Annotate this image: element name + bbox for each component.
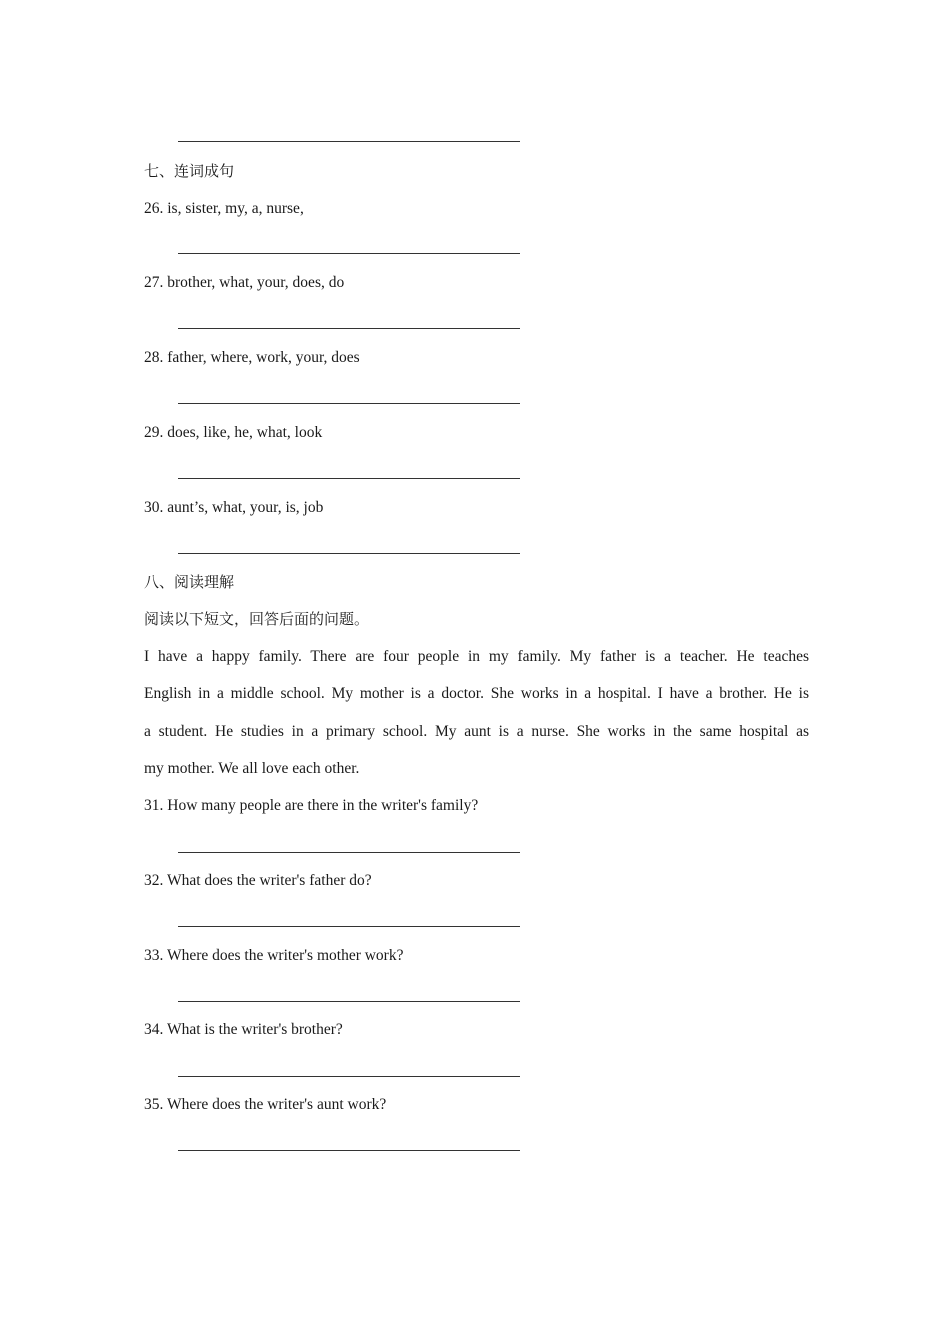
answer-line-34[interactable] (178, 1076, 520, 1077)
question-35: 35. Where does the writer's aunt work? (144, 1096, 387, 1113)
question-27: 27. brother, what, your, does, do (144, 274, 345, 291)
answer-line-31[interactable] (178, 852, 520, 853)
section-7-title: 七、连词成句 (144, 162, 235, 180)
question-26: 26. is, sister, my, a, nurse, (144, 200, 304, 217)
reading-instruction: 阅读以下短文，回答后面的问题。 (144, 610, 370, 628)
question-33: 33. Where does the writer's mother work? (144, 947, 404, 964)
passage-line-3: a student. He studies in a primary school. My aunt is a nurse. She works in the same hospital as (144, 723, 809, 740)
answer-line-32[interactable] (178, 926, 520, 927)
question-29: 29. does, like, he, what, look (144, 424, 323, 441)
answer-line-28[interactable] (178, 403, 520, 404)
question-30: 30. aunt’s, what, your, is, job (144, 499, 324, 516)
answer-line-30[interactable] (178, 553, 520, 554)
answer-line-26[interactable] (178, 253, 520, 254)
question-32: 32. What does the writer's father do? (144, 872, 372, 889)
passage-line-2: English in a middle school. My mother is a doctor. She works in a hospital. I have a brother. He is (144, 685, 809, 702)
passage-line-4: my mother. We all love each other. (144, 760, 360, 777)
answer-line-27[interactable] (178, 328, 520, 329)
question-31: 31. How many people are there in the writer's family? (144, 797, 479, 814)
passage-line-1: I have a happy family. There are four people in my family. My father is a teacher. He teaches (144, 648, 809, 665)
question-34: 34. What is the writer's brother? (144, 1021, 343, 1038)
question-28: 28. father, where, work, your, does (144, 349, 360, 366)
section-8-title: 八、阅读理解 (144, 573, 235, 591)
answer-line-29[interactable] (178, 478, 520, 479)
answer-line-33[interactable] (178, 1001, 520, 1002)
answer-line-35[interactable] (178, 1150, 520, 1151)
answer-line-prev[interactable] (178, 141, 520, 142)
